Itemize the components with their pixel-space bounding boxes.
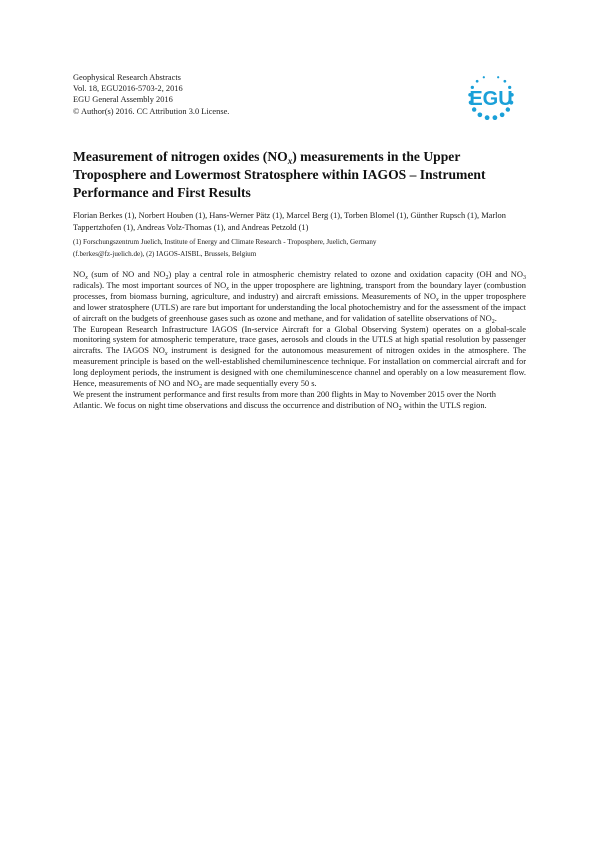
title-part-1: Measurement of nitrogen oxides (NO [73, 149, 288, 164]
logo-dot [483, 76, 485, 78]
title-subscript: x [287, 156, 293, 166]
logo-dot [497, 76, 499, 78]
affiliation-line-1: (1) Forschungszentrum Juelich, Institute of Energy and Climate Research - Troposphere, Juelich, Germany [73, 238, 377, 246]
egu-logo [455, 72, 525, 120]
author-list: Florian Berkes (1), Norbert Houben (1), Hans-Werner Pätz (1), Marcel Berg (1), Torben Blomel (1), Günther Rupsch (1), Marlon Tappertzhofen (1), Andreas Volz-Thomas (1), and Andreas Petzold (1) [73, 211, 506, 232]
paragraph-2 [73, 324, 526, 389]
logo-dot [493, 115, 498, 120]
logo-dot [476, 80, 479, 83]
text-run: radicals). The most important sources of NO [73, 279, 227, 290]
subscript: x [164, 351, 168, 358]
affiliation-line-2: (f.berkes@fz-juelich.de), (2) IAGOS-AISBL, Brussels, Belgium [73, 249, 257, 258]
logo-dot [504, 80, 507, 83]
text-run: in the upper troposphere and lower stratosphere (UTLS) are rare but important for understanding the local photochemistry and for the assessment of the impact of aircraft on the budgets of greenhouse gases such as ozone and methane, and for validation of satellite observations of NO [73, 290, 526, 323]
subscript: 2 [199, 384, 203, 391]
title-part-2: ) measurements in the Upper Troposphere and Lowermost Stratosphere within IAGOS – Instrument Performance and First Results [73, 149, 486, 200]
logo-dot [500, 112, 505, 117]
text-run: (sum of NO and NO [87, 269, 166, 279]
text-run: NO [73, 269, 86, 279]
subscript: 2 [165, 275, 169, 281]
paragraph-1 [73, 269, 526, 324]
abstract-body [73, 269, 526, 411]
logo-dot [478, 112, 483, 117]
text-run: in the upper troposphere are lightning, transport from the boundary layer (combustion processes, from biomass burning, agriculture, and industry) and aircraft emissions. Measurements of NO [73, 279, 526, 301]
subscript: x [85, 275, 88, 281]
text-run: The European Research Infrastructure IAGOS (In-service Aircraft for a Global Observing System) operates on a global-scale monitoring system for atmospheric temperature, trace gases, aerosols and clouds in the UTLS at high spatial resolution by passenger aircrafts. The IAGOS NO [73, 323, 526, 356]
text-run: instrument is designed for the autonomous measurement of nitrogen oxides in the atmosphere. The measurement principle is based on the well-established chemiluminescence technique. For installation on commercial aircraft and for long deployment periods, the instrument is designed with one chemiluminescence channel and operably on a low measurement flow. Hence, measurements of NO and NO [73, 345, 526, 389]
text-run: are made sequentially every 50 s. [202, 378, 317, 389]
subscript: x [435, 296, 439, 303]
paragraph-3 [73, 389, 526, 411]
volume-info: Vol. 18, EGU2016-5703-2, 2016 [73, 84, 183, 94]
subscript: 2 [398, 405, 402, 412]
subscript: x [226, 285, 229, 292]
affiliations [73, 237, 528, 260]
text-run: . [494, 312, 497, 323]
paper-title [73, 148, 528, 202]
subscript: 2 [491, 318, 495, 325]
abstract-header [73, 72, 229, 117]
license-line: © Author(s) 2016. CC Attribution 3.0 License. [73, 106, 230, 116]
text-run: We present the instrument performance and first results from more than 200 flights in May to November 2015 over the North Atlantic. We focus on night time observations and discuss the occurrence and distribution of NO [73, 388, 496, 410]
text-run: ) play a central role in atmospheric chemistry related to ozone and oxidation capacity (OH and NO [168, 269, 523, 279]
journal-name: Geophysical Research Abstracts [73, 73, 181, 82]
logo-dot [485, 115, 490, 120]
text-run: within the UTLS region. [401, 399, 487, 410]
logo-text: EGU [469, 88, 513, 110]
subscript: 3 [523, 275, 526, 281]
assembly-name: EGU General Assembly 2016 [73, 95, 173, 105]
